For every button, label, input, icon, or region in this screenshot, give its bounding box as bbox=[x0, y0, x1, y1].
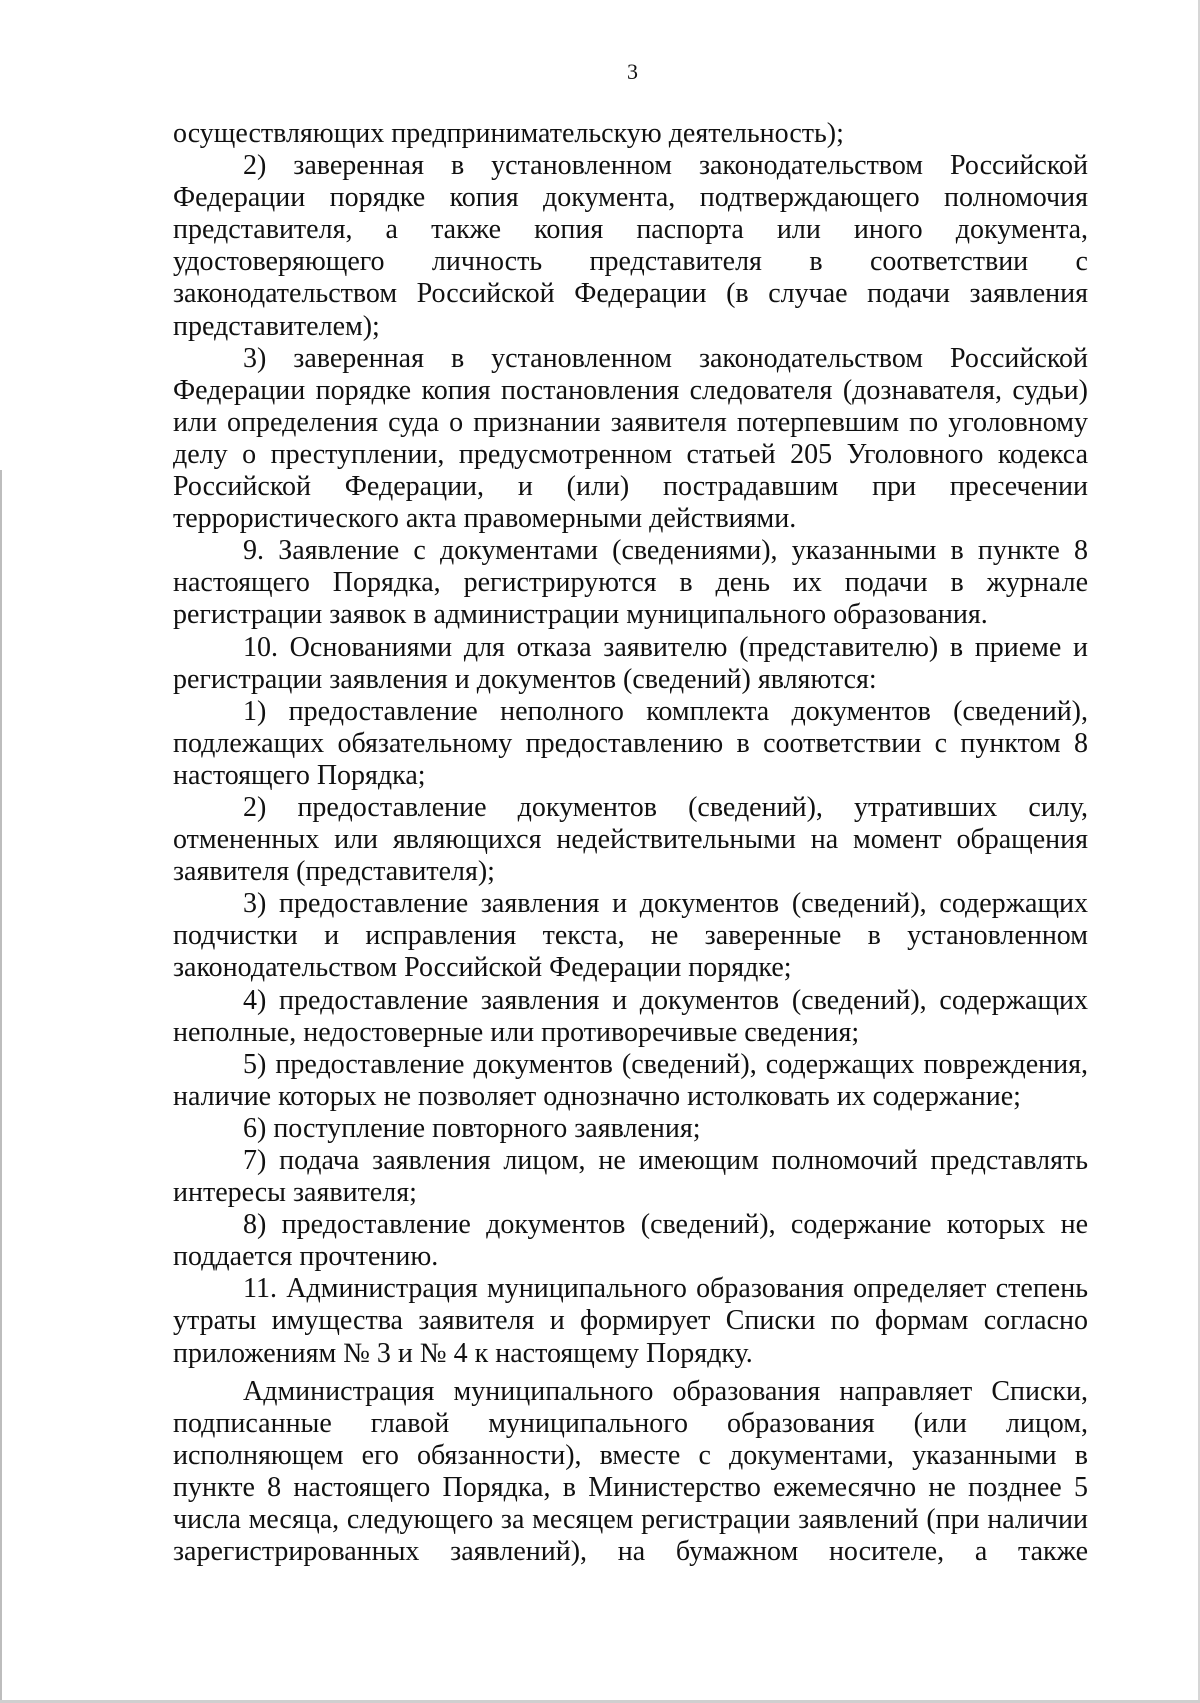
document-body bbox=[173, 118, 1088, 1568]
paragraph: 10. Основаниями для отказа заявителю (представителю) в приеме и регистрации заявления и документов (сведений) являются: bbox=[173, 631, 1088, 695]
paragraph: 2) заверенная в установленном законодательством Российской Федерации порядке копия документа, подтверждающего полномочия представителя, а также копия паспорта или иного документа, удостоверяющего личность представителя в соответствии с законодательством Российской Федерации (в случае подачи заявления представителем); bbox=[173, 150, 1088, 342]
scan-edge-left bbox=[0, 470, 2, 1703]
paragraph: 7) подача заявления лицом, не имеющим полномочий представлять интересы заявителя; bbox=[173, 1145, 1088, 1209]
paragraph: 8) предоставление документов (сведений), содержание которых не поддается прочтению. bbox=[173, 1209, 1088, 1273]
page-number: 3 bbox=[627, 59, 638, 84]
paragraph: 2) предоставление документов (сведений), утративших силу, отмененных или являющихся недействительными на момент обращения заявителя (представителя); bbox=[173, 791, 1088, 888]
paragraph: 11. Администрация муниципального образования определяет степень утраты имущества заявителя и формирует Списки по формам согласно приложениям № 3 и № 4 к настоящему Порядку. bbox=[173, 1273, 1088, 1369]
paragraph: 9. Заявление с документами (сведениями), указанными в пункте 8 настоящего Порядка, регистрируются в день их подачи в журнале регистрации заявок в администрации муниципального образования. bbox=[173, 535, 1088, 631]
paragraph: 1) предоставление неполного комплекта документов (сведений), подлежащих обязательному предоставлению в соответствии с пунктом 8 настоящего Порядка; bbox=[173, 695, 1088, 791]
paragraph: 4) предоставление заявления и документов (сведений), содержащих неполные, недостоверные или противоречивые сведения; bbox=[173, 984, 1088, 1048]
paragraph-continued: Администрация муниципального образования направляет Списки, подписанные главой муниципального образования (или лицом, исполняющем его обязанности), вместе с документами, указанными в пункте 8 настоящего Порядка, в Министерство ежемесячно не позднее 5 числа месяца, следующего за месяцем регистрации заявлений (при наличии зарегистрированных заявлений), на бумажном носителе, а также bbox=[173, 1375, 1088, 1568]
paragraph: осуществляющих предпринимательскую деятельность); bbox=[173, 118, 844, 149]
paragraph: 3) предоставление заявления и документов (сведений), содержащих подчистки и исправления текста, не заверенные в установленном законодательством Российской Федерации порядке; bbox=[173, 888, 1088, 984]
paragraph: 3) заверенная в установленном законодательством Российской Федерации порядке копия постановления следователя (дознавателя, судьи) или определения суда о признании заявителя потерпевшим по уголовному делу о преступлении, предусмотренном статьей 205 Уголовного кодекса Российской Федерации, и (или) пострадавшим при пресечении террористического акта правомерными действиями. bbox=[173, 342, 1088, 535]
paragraph: 6) поступление повторного заявления; bbox=[243, 1112, 701, 1144]
paragraph: 5) предоставление документов (сведений), содержащих повреждения, наличие которых не позволяет однозначно истолковать их содержание; bbox=[173, 1048, 1088, 1112]
